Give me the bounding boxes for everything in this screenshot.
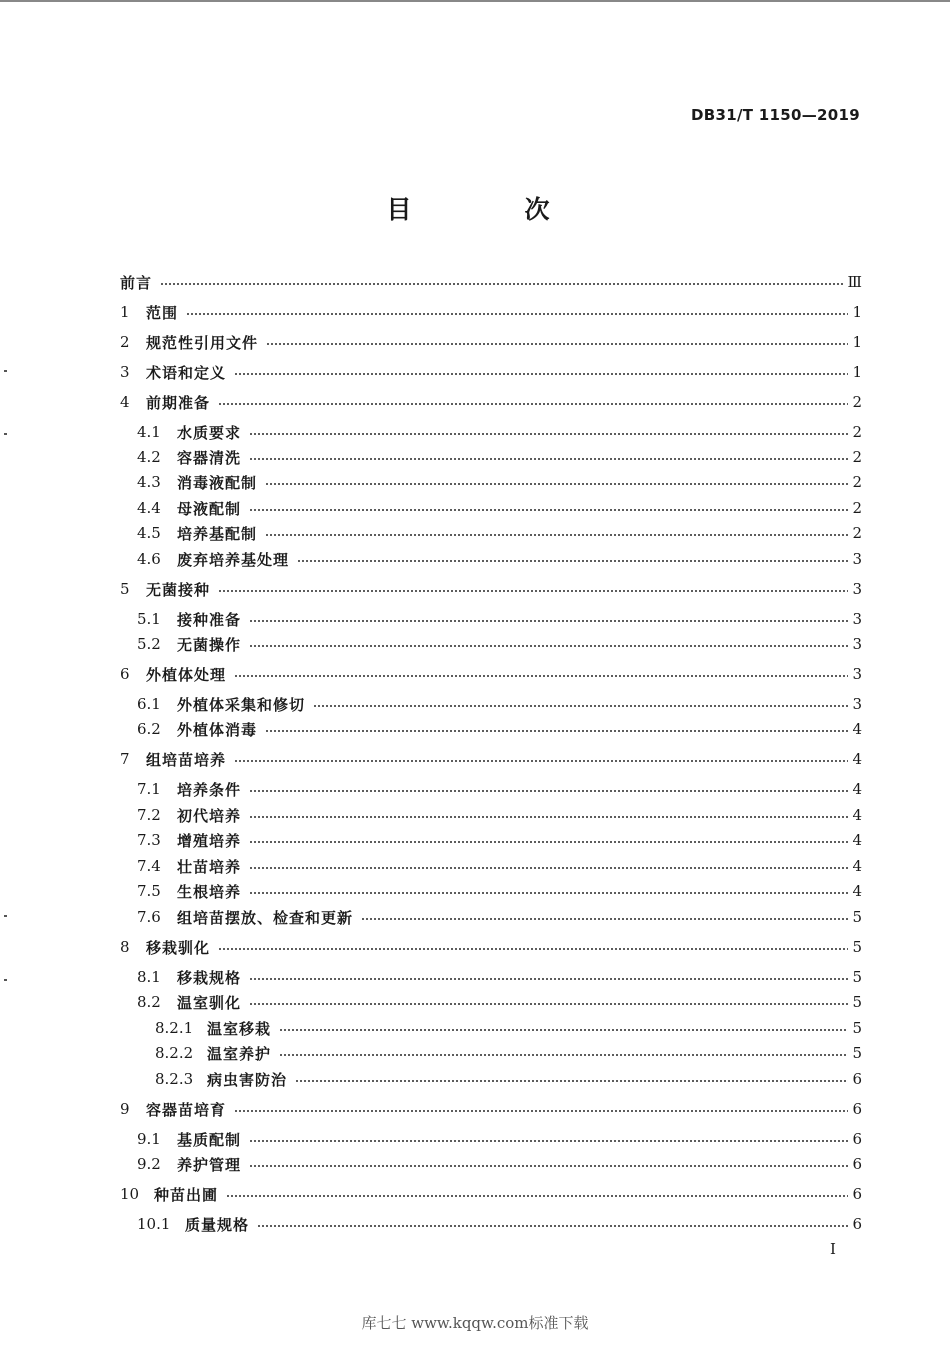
- toc-entry-number: 5.1: [137, 610, 161, 628]
- toc-entry-page: 5: [852, 993, 862, 1011]
- dot-leader: [249, 1165, 848, 1167]
- top-border-line: [0, 0, 950, 2]
- toc-entry[interactable]: [120, 777, 862, 801]
- dot-leader: [249, 509, 848, 511]
- dot-leader: [249, 433, 848, 435]
- toc-entry-page: 6: [852, 1100, 862, 1118]
- toc-entry-number: 4.4: [137, 499, 161, 517]
- toc-entry-page: 2: [852, 524, 862, 542]
- toc-entry-label: 外植体采集和修切: [177, 695, 306, 714]
- toc-entry-label: 容器苗培育: [146, 1100, 227, 1119]
- toc-entry-number: 7.2: [137, 806, 161, 824]
- toc-entry-page: 6: [852, 1155, 862, 1173]
- toc-entry-page: 3: [852, 550, 862, 568]
- toc-entry[interactable]: [120, 632, 862, 656]
- toc-entry-page: 3: [852, 635, 862, 653]
- toc-entry[interactable]: [120, 1127, 862, 1151]
- toc-entry[interactable]: [120, 470, 862, 494]
- dot-leader: [249, 892, 848, 894]
- toc-entry-number: 7: [120, 750, 130, 768]
- toc-entry-page: 4: [852, 831, 862, 849]
- toc-entry-label: 培养条件: [177, 780, 242, 799]
- toc-entry-page: 5: [852, 908, 862, 926]
- toc-entry-page: 1: [852, 363, 862, 381]
- dot-leader: [313, 705, 848, 707]
- toc-entry[interactable]: [120, 935, 862, 959]
- toc-entry-label: 温室驯化: [177, 993, 242, 1012]
- toc-entry[interactable]: [120, 1152, 862, 1176]
- dot-leader: [249, 1140, 848, 1142]
- toc-entry-label: 废弃培养基处理: [177, 550, 290, 569]
- toc-entry-number: 7.6: [137, 908, 161, 926]
- toc-entry-page: 2: [852, 393, 862, 411]
- toc-entry[interactable]: [120, 803, 862, 827]
- toc-entry-label: 范围: [146, 303, 179, 322]
- toc-entry-page: 4: [852, 780, 862, 798]
- toc-entry-page: 5: [852, 938, 862, 956]
- toc-entry-label: 温室养护: [207, 1044, 272, 1063]
- dot-leader: [249, 790, 848, 792]
- toc-entry[interactable]: [120, 1041, 862, 1065]
- dot-leader: [218, 403, 848, 405]
- standard-code: DB31/T 1150—2019: [691, 106, 860, 124]
- toc-entry-page: 1: [852, 303, 862, 321]
- toc-entry-number: 5.2: [137, 635, 161, 653]
- toc-entry[interactable]: [120, 420, 862, 444]
- toc-entry[interactable]: [120, 270, 862, 294]
- page-number: I: [830, 1240, 836, 1258]
- toc-entry-number: 8.2.1: [155, 1019, 194, 1037]
- toc-entry[interactable]: [120, 547, 862, 571]
- toc-entry-number: 9: [120, 1100, 130, 1118]
- toc-entry-number: 6.1: [137, 695, 161, 713]
- toc-entry-label: 质量规格: [185, 1215, 250, 1234]
- toc-entry-label: 壮苗培养: [177, 857, 242, 876]
- dot-leader: [249, 645, 848, 647]
- dot-leader: [257, 1225, 848, 1227]
- toc-entry[interactable]: [120, 854, 862, 878]
- toc-entry-page: 3: [852, 610, 862, 628]
- toc-entry-label: 组培苗培养: [146, 750, 227, 769]
- toc-entry[interactable]: [120, 965, 862, 989]
- toc-entry-number: 7.4: [137, 857, 161, 875]
- toc-entry-page: 4: [852, 750, 862, 768]
- toc-entry-number: 4.1: [137, 423, 161, 441]
- toc-entry[interactable]: [120, 445, 862, 469]
- toc-entry-label: 规范性引用文件: [146, 333, 259, 352]
- toc-entry-number: 4.3: [137, 473, 161, 491]
- toc-entry[interactable]: [120, 747, 862, 771]
- toc-entry-number: 4.5: [137, 524, 161, 542]
- dot-leader: [249, 978, 848, 980]
- toc-entry-page: 2: [852, 423, 862, 441]
- toc-entry-page: 6: [852, 1185, 862, 1203]
- toc-entry-label: 病虫害防治: [207, 1070, 288, 1089]
- scan-margin-mark: [4, 433, 7, 435]
- dot-leader: [226, 1195, 848, 1197]
- scan-margin-mark: [4, 979, 7, 981]
- toc-entry-label: 移栽规格: [177, 968, 242, 987]
- toc-entry-label: 生根培养: [177, 882, 242, 901]
- toc-entry-label: 无菌操作: [177, 635, 242, 654]
- dot-leader: [295, 1080, 848, 1082]
- toc-entry-label: 消毒液配制: [177, 473, 258, 492]
- toc-entry-label: 基质配制: [177, 1130, 242, 1149]
- toc-entry[interactable]: [120, 330, 862, 354]
- dot-leader: [265, 534, 848, 536]
- toc-entry-page: 3: [852, 695, 862, 713]
- toc-entry-label: 增殖培养: [177, 831, 242, 850]
- dot-leader: [249, 1003, 848, 1005]
- dot-leader: [249, 816, 848, 818]
- toc-entry-label: 组培苗摆放、检查和更新: [177, 908, 354, 927]
- toc-entry-number: 8.2.3: [155, 1070, 194, 1088]
- dot-leader: [297, 560, 848, 562]
- dot-leader: [266, 343, 848, 345]
- toc-entry-number: 6.2: [137, 720, 161, 738]
- toc-entry-number: 8: [120, 938, 130, 956]
- toc-entry-label: 温室移栽: [207, 1019, 272, 1038]
- toc-entry-number: 3: [120, 363, 130, 381]
- toc-entry[interactable]: [120, 1097, 862, 1121]
- toc-entry-page: 5: [852, 1044, 862, 1062]
- toc-entry[interactable]: [120, 828, 862, 852]
- dot-leader: [218, 948, 848, 950]
- dot-leader: [234, 760, 848, 762]
- toc-entry-page: 4: [852, 857, 862, 875]
- dot-leader: [234, 675, 848, 677]
- toc-entry-number: 7.5: [137, 882, 161, 900]
- watermark-text: 库七七 www.kqqw.com标准下载: [361, 1314, 589, 1332]
- toc-entry[interactable]: [120, 607, 862, 631]
- dot-leader: [249, 867, 848, 869]
- toc-entry-label: 容器清洗: [177, 448, 242, 467]
- dot-leader: [265, 483, 848, 485]
- toc-entry-number: 1: [120, 303, 130, 321]
- dot-leader: [234, 373, 848, 375]
- dot-leader: [279, 1054, 848, 1056]
- toc-entry-number: 8.2.2: [155, 1044, 194, 1062]
- toc-entry[interactable]: [120, 300, 862, 324]
- toc-entry[interactable]: [120, 521, 862, 545]
- toc-entry-number: 2: [120, 333, 130, 351]
- toc-entry[interactable]: [120, 577, 862, 601]
- toc-entry-number: 8.1: [137, 968, 161, 986]
- toc-entry-number: 7.3: [137, 831, 161, 849]
- toc-entry-number: 8.2: [137, 993, 161, 1011]
- toc-entry-label: 前言: [120, 273, 153, 292]
- toc-entry-label: 接种准备: [177, 610, 242, 629]
- toc-entry[interactable]: [120, 879, 862, 903]
- dot-leader: [249, 841, 848, 843]
- toc-entry-label: 初代培养: [177, 806, 242, 825]
- toc-entry-label: 种苗出圃: [154, 1185, 219, 1204]
- dot-leader: [160, 283, 844, 285]
- dot-leader: [265, 730, 848, 732]
- toc-entry-label: 母液配制: [177, 499, 242, 518]
- toc-entry-label: 外植体消毒: [177, 720, 258, 739]
- dot-leader: [186, 313, 848, 315]
- toc-entry-number: 10.1: [137, 1215, 171, 1233]
- toc-entry-number: 5: [120, 580, 130, 598]
- toc-entry[interactable]: [120, 717, 862, 741]
- toc-entry-label: 前期准备: [146, 393, 211, 412]
- toc-entry[interactable]: [120, 390, 862, 414]
- toc-entry[interactable]: [120, 692, 862, 716]
- toc-entry-page: 4: [852, 882, 862, 900]
- toc-entry-page: 5: [852, 1019, 862, 1037]
- toc-entry-label: 移栽驯化: [146, 938, 211, 957]
- toc-entry-label: 外植体处理: [146, 665, 227, 684]
- toc-entry-page: 6: [852, 1215, 862, 1233]
- toc-entry[interactable]: [120, 990, 862, 1014]
- toc-entry-page: 3: [852, 665, 862, 683]
- toc-entry-number: 4.2: [137, 448, 161, 466]
- toc-entry[interactable]: [120, 662, 862, 686]
- toc-entry-page: 2: [852, 473, 862, 491]
- scan-margin-mark: [4, 915, 7, 917]
- toc-entry-page: 5: [852, 968, 862, 986]
- toc-entry[interactable]: [120, 1182, 862, 1206]
- dot-leader: [249, 458, 848, 460]
- scan-margin-mark: [4, 370, 7, 372]
- dot-leader: [361, 918, 848, 920]
- dot-leader: [249, 620, 848, 622]
- toc-entry-number: 9.2: [137, 1155, 161, 1173]
- toc-entry-page: 1: [852, 333, 862, 351]
- toc-entry-page: 2: [852, 499, 862, 517]
- toc-entry-label: 养护管理: [177, 1155, 242, 1174]
- toc-entry[interactable]: [120, 1212, 862, 1236]
- dot-leader: [234, 1110, 848, 1112]
- toc-entry-page: 6: [852, 1070, 862, 1088]
- toc-entry-label: 术语和定义: [146, 363, 227, 382]
- toc-entry-page: 4: [852, 806, 862, 824]
- toc-entry[interactable]: [120, 905, 862, 929]
- toc-entry-page: Ⅲ: [847, 273, 862, 291]
- dot-leader: [279, 1029, 848, 1031]
- toc-entry[interactable]: [120, 1016, 862, 1040]
- toc-entry-number: 9.1: [137, 1130, 161, 1148]
- toc-entry-page: 3: [852, 580, 862, 598]
- toc-entry-page: 6: [852, 1130, 862, 1148]
- toc-entry-number: 10: [120, 1185, 140, 1203]
- toc-entry-number: 4.6: [137, 550, 161, 568]
- page-title: 目 次: [386, 195, 594, 224]
- toc-entry-number: 6: [120, 665, 130, 683]
- toc-entry-number: 4: [120, 393, 130, 411]
- toc-entry-number: 7.1: [137, 780, 161, 798]
- toc-entry-page: 4: [852, 720, 862, 738]
- toc-entry[interactable]: [120, 496, 862, 520]
- toc-entry-label: 无菌接种: [146, 580, 211, 599]
- toc-entry[interactable]: [120, 1067, 862, 1091]
- dot-leader: [218, 590, 848, 592]
- toc-entry-label: 培养基配制: [177, 524, 258, 543]
- toc-entry[interactable]: [120, 360, 862, 384]
- toc-entry-page: 2: [852, 448, 862, 466]
- toc-entry-label: 水质要求: [177, 423, 242, 442]
